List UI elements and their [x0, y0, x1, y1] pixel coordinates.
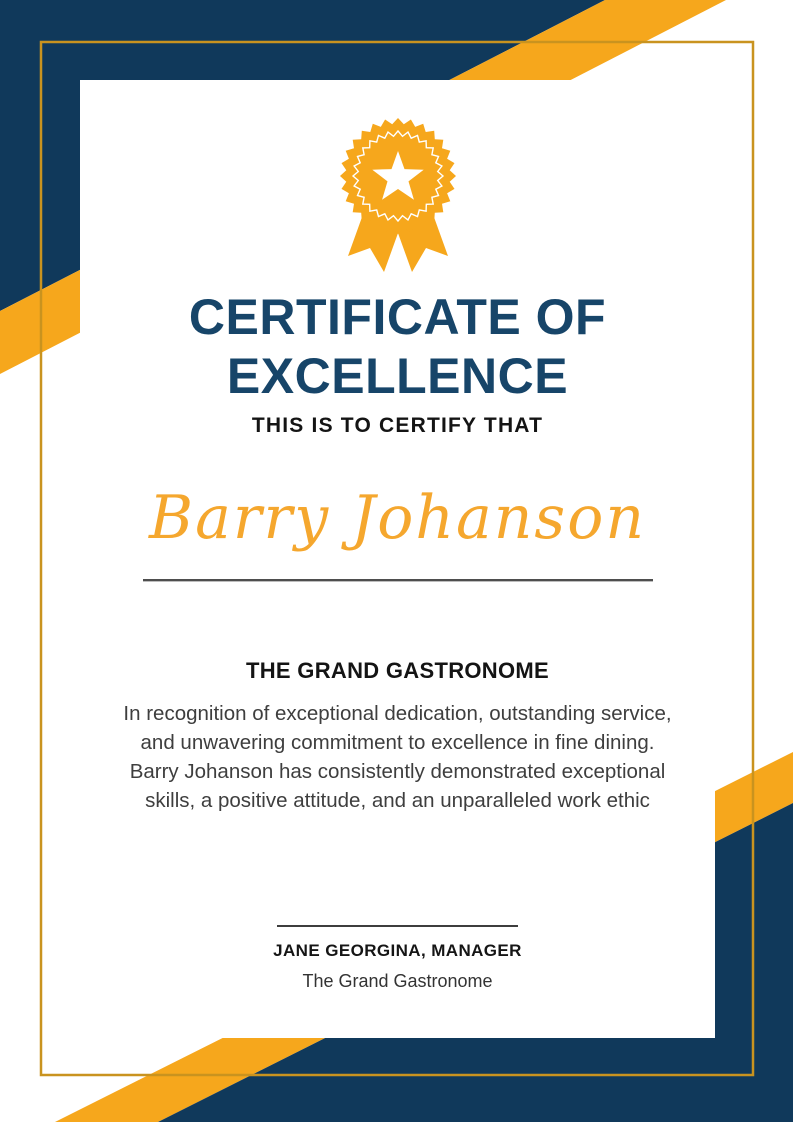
- certificate-title-line2: EXCELLENCE: [226, 348, 569, 404]
- organization-heading: THE GRAND GASTRONOME: [246, 658, 549, 683]
- recipient-name: Barry Johanson: [149, 483, 646, 553]
- star-rosette-award-badge-icon: [318, 114, 478, 276]
- signatory-organization: The Grand Gastronome: [302, 971, 493, 991]
- recognition-paragraph: In recognition of exceptional dedication, outstanding service, and unwavering commitment to excellence in fine dining. Barry Johanson has consistently demonstrated exceptional skills, a positive attitude, and an unparalleled work ethic: [123, 702, 672, 812]
- signatory-name-title: JANE GEORGINA, MANAGER: [273, 941, 522, 960]
- certificate-title-line1: CERTIFICATE OF: [188, 289, 607, 345]
- recipient-name-underline: [143, 579, 653, 582]
- certificate-title: [80, 288, 715, 406]
- certify-label: THIS IS TO CERTIFY THAT: [251, 414, 544, 437]
- signature-line: [277, 925, 518, 927]
